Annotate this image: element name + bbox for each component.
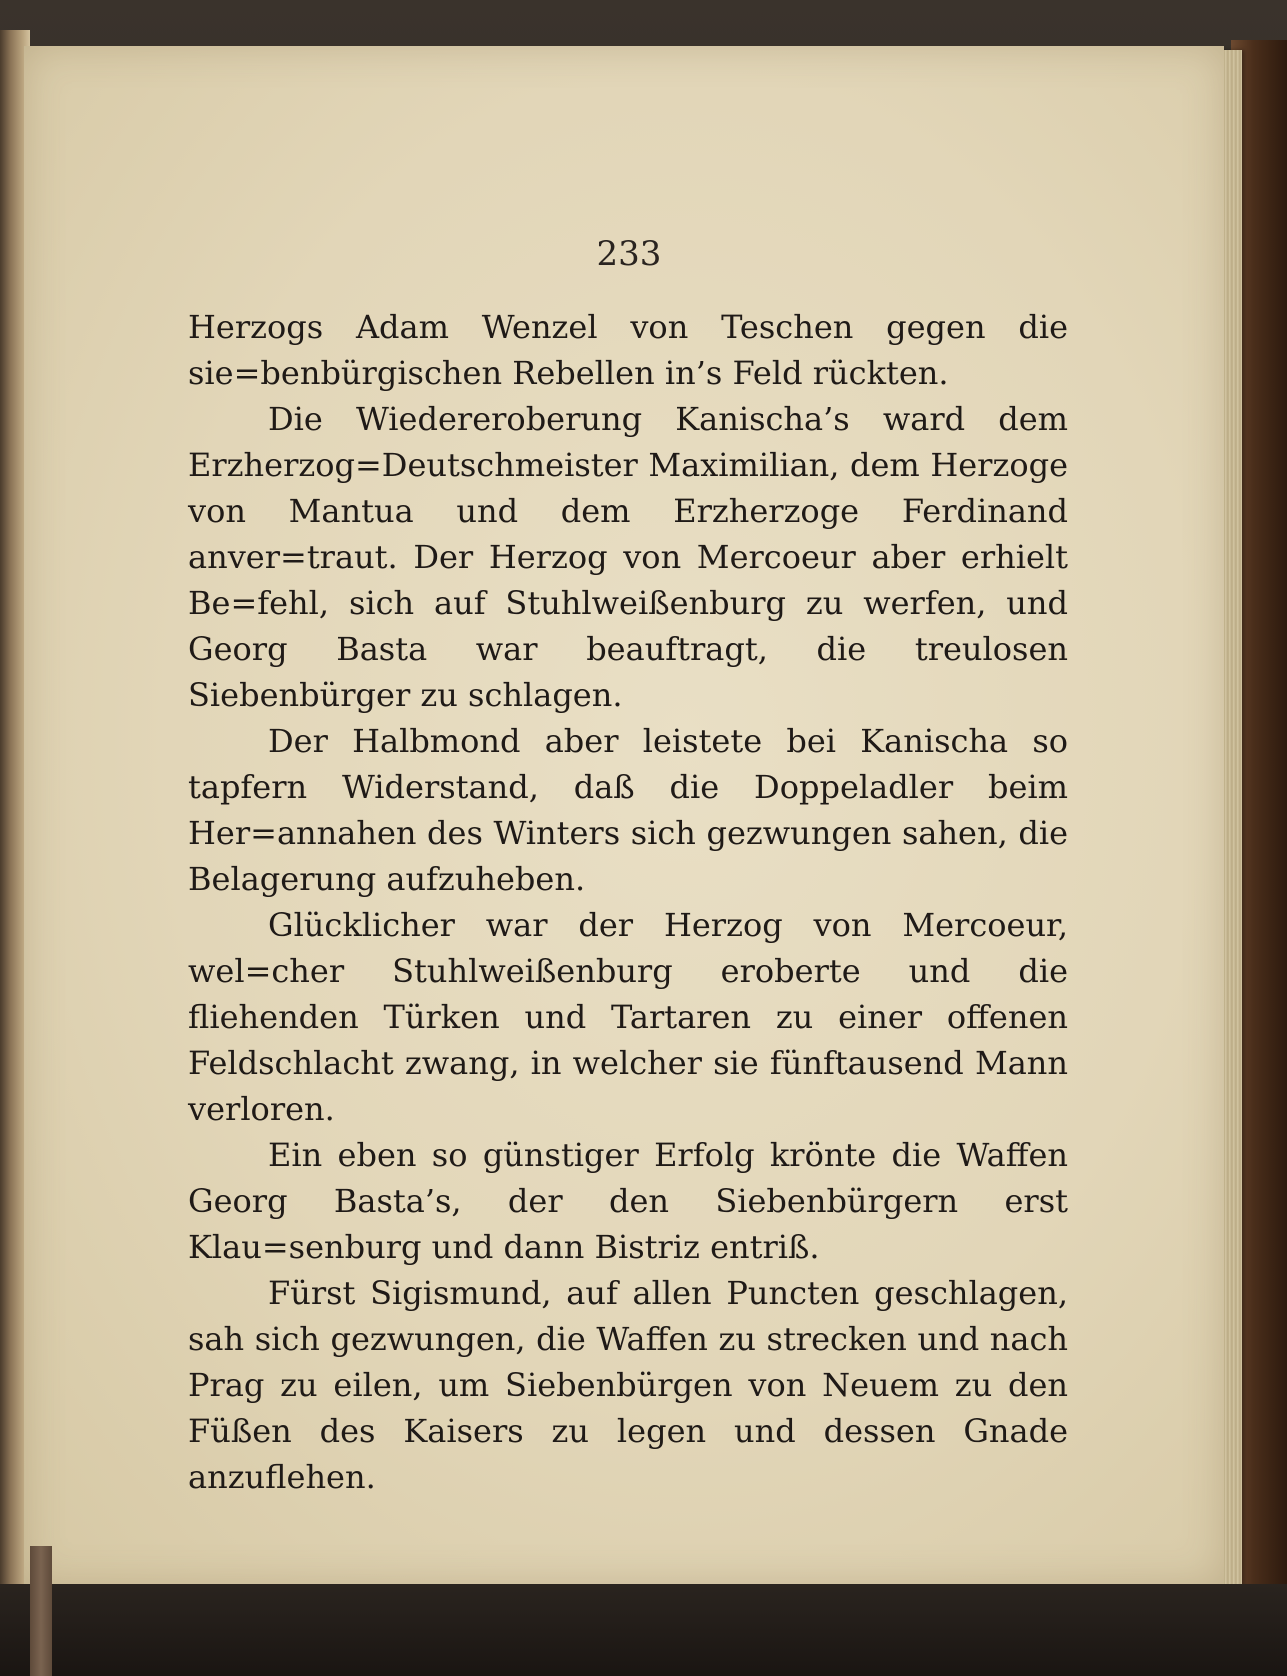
paragraph-4: Glücklicher war der Herzog von Mercoeur, wel=cher Stuhlweißenburg eroberte und die fliehenden Türken und Tartaren zu einer offenen Feldschlacht zwang, in welcher sie fünftausend Mann verloren. [188, 906, 1068, 1128]
page-number: 233 [596, 234, 662, 274]
paragraph-2: Die Wiedereroberung Kanischa’s ward dem Erzherzog=Deutschmeister Maximilian, dem Herzoge von Mantua und dem Erzherzoge Ferdinand anver=traut. Der Herzog von Mercoeur aber erhielt Be=fehl, sich auf Stuhlweißenburg zu werfen, und Georg Basta war beauftragt, die treulosen Siebenbürger zu schlagen. [188, 400, 1068, 714]
scan-bottom-edge [0, 1584, 1287, 1676]
book-page [24, 46, 1224, 1586]
bookmark-ribbon [30, 1546, 52, 1676]
paragraph-1: Herzogs Adam Wenzel von Teschen gegen die sie=benbürgischen Rebellen in’s Feld rückten. [188, 308, 1068, 392]
paragraph-6: Fürst Sigismund, auf allen Puncten geschlagen, sah sich gezwungen, die Waffen zu strecken und nach Prag zu eilen, um Siebenbürgen von Neuem zu den Füßen des Kaisers zu legen und dessen Gnade anzuflehen. [188, 1274, 1068, 1496]
paragraph-3: Der Halbmond aber leistete bei Kanischa so tapfern Widerstand, daß die Doppeladler beim Her=annahen des Winters sich gezwungen sahen, die Belagerung aufzuheben. [188, 722, 1068, 898]
paragraph-5: Ein eben so günstiger Erfolg krönte die Waffen Georg Basta’s, der den Siebenbürgern erst Klau=senburg und dann Bistriz entriß. [188, 1136, 1068, 1266]
body-text [188, 304, 1068, 1500]
